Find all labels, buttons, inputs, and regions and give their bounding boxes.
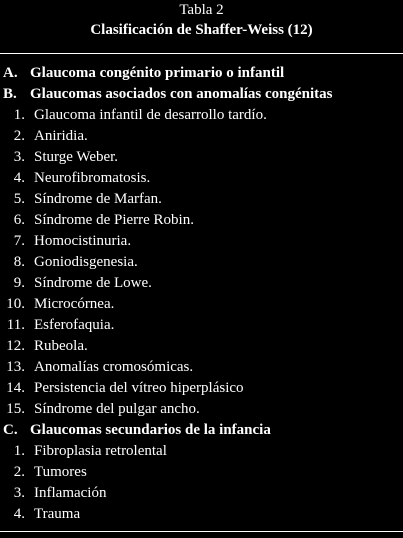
section-title: Glaucomas secundarios de la infancia [30, 422, 271, 438]
list-item [0, 336, 403, 357]
table-label: Tabla 2 [179, 2, 224, 18]
item-number: 8. [13, 254, 25, 270]
item-text: Síndrome de Marfan. [34, 191, 162, 207]
list-item [0, 357, 403, 378]
item-text: Persistencia del vítreo hiperplásico [34, 380, 244, 396]
item-text: Neurofibromatosis. [34, 170, 151, 186]
item-text: Síndrome de Pierre Robin. [34, 212, 194, 228]
item-number: 11. [6, 317, 25, 333]
item-number: 13. [6, 359, 25, 375]
section-b-heading [0, 84, 403, 105]
item-number: 4. [13, 170, 25, 186]
item-text: Esferofaquia. [34, 317, 115, 333]
item-text: Tumores [34, 464, 87, 480]
item-number: 12. [6, 338, 25, 354]
item-text: Inflamación [34, 485, 107, 501]
item-text: Fibroplasia retrolental [34, 443, 167, 459]
list-item [0, 126, 403, 147]
item-text: Aniridia. [34, 128, 88, 144]
item-number: 14. [6, 380, 25, 396]
list-item [0, 252, 403, 273]
list-item [0, 147, 403, 168]
item-text: Síndrome de Lowe. [34, 275, 152, 291]
item-number: 10. [6, 296, 25, 312]
list-item [0, 504, 403, 525]
item-number: 5. [13, 191, 25, 207]
list-item [0, 378, 403, 399]
item-text: Síndrome del pulgar ancho. [34, 401, 200, 417]
item-number: 6. [13, 212, 25, 228]
list-item [0, 441, 403, 462]
list-item [0, 399, 403, 420]
item-number: 2. [13, 464, 25, 480]
list-item [0, 273, 403, 294]
section-letter: C. [3, 422, 18, 438]
list-item [0, 483, 403, 504]
list-item [0, 168, 403, 189]
bottom-rule [0, 531, 403, 532]
item-number: 4. [13, 506, 25, 522]
item-text: Anomalías cromosómicas. [34, 359, 194, 375]
classification-list [0, 63, 403, 525]
section-title: Glaucomas asociados con anomalías congénitas [30, 86, 333, 102]
item-text: Goniodisgenesia. [34, 254, 138, 270]
table-title: Clasificación de Shaffer-Weiss (12) [90, 22, 313, 38]
item-number: 9. [13, 275, 25, 291]
item-number: 2. [13, 128, 25, 144]
list-item [0, 210, 403, 231]
item-text: Microcórnea. [34, 296, 115, 312]
item-text: Glaucoma infantil de desarrollo tardío. [34, 107, 267, 123]
section-letter: B. [3, 86, 17, 102]
list-item [0, 105, 403, 126]
section-letter: A. [3, 65, 18, 81]
item-text: Sturge Weber. [34, 149, 119, 165]
item-number: 15. [6, 401, 25, 417]
top-rule [0, 53, 403, 54]
item-text: Homocistinuria. [34, 233, 132, 249]
item-number: 3. [13, 149, 25, 165]
list-item [0, 294, 403, 315]
item-number: 1. [13, 443, 25, 459]
section-a-heading [0, 63, 403, 84]
item-number: 7. [13, 233, 25, 249]
item-text: Trauma [34, 506, 81, 522]
item-text: Rubeola. [34, 338, 88, 354]
list-item [0, 189, 403, 210]
item-number: 3. [13, 485, 25, 501]
section-title: Glaucoma congénito primario o infantil [30, 65, 285, 81]
item-number: 1. [13, 107, 25, 123]
list-item [0, 462, 403, 483]
section-c-heading [0, 420, 403, 441]
list-item [0, 231, 403, 252]
list-item [0, 315, 403, 336]
